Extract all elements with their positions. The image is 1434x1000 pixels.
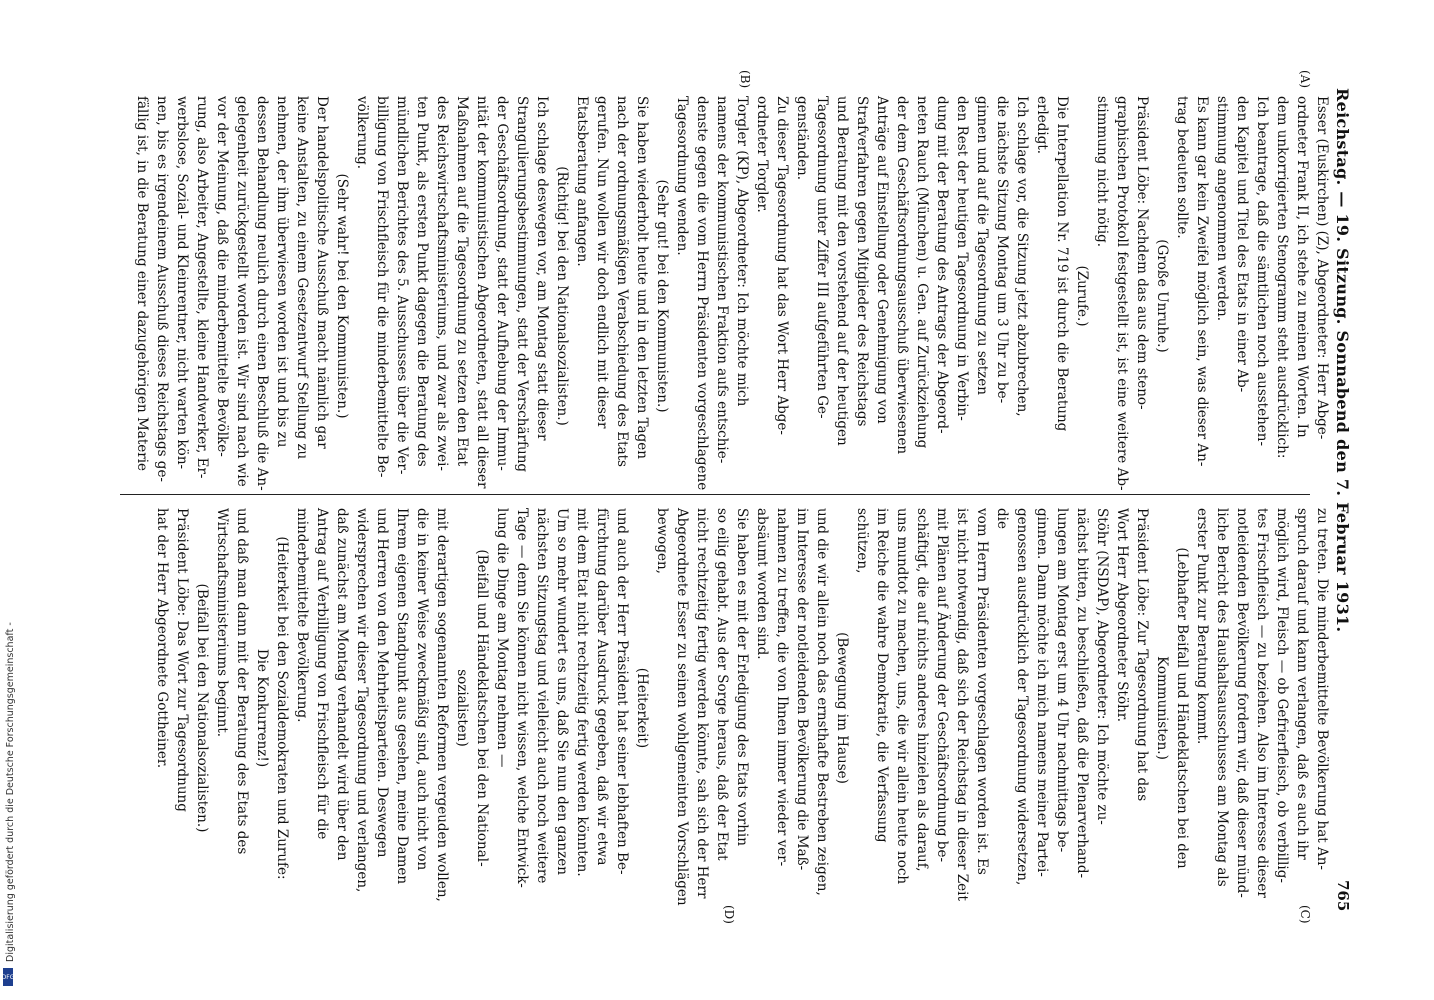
text-line: so eilig gehabt. Aus der Sorge heraus, daß der Etat [714,508,730,861]
text-line: neten Rauch (München) u. Gen. auf Zurückziehung [914,96,930,449]
digitization-note: Digitalisierung gefördert durch die Deutsche Forschungsgemeinschaft - [5,622,16,962]
text-line: Maßnahmen auf die Tagesordnung zu setzen den Etat [454,96,470,467]
text-line: nehmen, der ihm überwiesen worden ist und bis zu [274,96,290,448]
text-line: minderbemittelte Bevölkerung. [294,508,310,723]
text-line: der dem Geschäftsordnungsausschuß überwiesenen [894,96,910,455]
text-line: zu treten. Die minderbemittelte Bevölkerung hat An- [1314,508,1330,870]
text-line: (Beifall bei den Nationalsozialisten.) [194,583,210,833]
text-line: (Bewegung im Hause) [834,632,850,784]
text-line: mit dem Etat nicht rechtzeitig fertig werden könnten. [574,508,590,877]
text-line: notleidenden Bevölkerung fordern wir, daß dieser münd- [1234,508,1250,898]
text-line: schäftigt, die auf nichts anderes hinzielen als darauf, [914,508,930,872]
text-line: genossen ausdrücklich der Tagesordnung widersetzen, die [994,508,1030,886]
text-line: nach der ordnungsmäßigen Verabschiedung des Etats [614,96,630,467]
text-line: Ich beantrage, daß die sämtlichen noch ausstehen- [1254,96,1270,447]
text-line: Stöhr (NSDAP), Abgeordneter: Ich möchte zu- [1094,508,1110,825]
text-line: Sie haben wiederholt heute und in den letzten Tagen [634,96,650,459]
text-line: nen, bis es irgendeinem Ausschuß dieses Reichstags ge- [154,96,170,482]
page-header: Reichstag. — 19. Sitzung. Sonnabend den 7. Februar 1931. [1333,88,1352,633]
text-line: dessen Behandlung neulich durch einen Beschluß die An- [254,96,270,491]
page-number: 765 [1334,880,1352,912]
text-line: bewogen, [654,508,670,574]
text-line: Ich schlage deswegen vor, am Montag statt dieser [534,96,550,441]
text-line: ordneter Torgler. [754,96,770,213]
text-line: hat der Herr Abgeordnete Gottheiner. [154,508,170,769]
text-line: und daß man dann mit der Beratung des Etats des [234,508,250,855]
text-line: ginnen. Dann möchte ich mich namens meiner Partei- [1034,508,1050,877]
text-line: im Interesse der notleidenden Bevölkerung die Maß- [794,508,810,871]
text-line: Der handelspolitische Ausschuß macht nämlich gar [314,96,330,449]
text-line: im Reiche die wahre Demokratie, die Verfassung [874,508,890,843]
text-line: (Richtig! bei den Nationalsozialisten.) [554,166,570,426]
text-line: Esser (Euskirchen) (Z), Abgeordneter: Herr Abge- [1314,96,1330,440]
text-line: fällig ist, in die Beratung einer dazugehörigen Materie [134,96,150,472]
text-line: werbslose, Sozial- und Kleinrentner, nicht warten kön- [174,96,190,470]
text-line: nität der kommunistischen Abgeordneten, statt all dieser [474,96,490,489]
text-line: und die wir allein noch das ernsthafte Bestreben zeigen, [814,508,830,896]
text-line: Etatsberatung anfangen. [574,96,590,267]
text-line: gerufen. Nun wollen wir doch endlich mit dieser [594,96,610,429]
text-line: lung die Dinge am Montag nehmen — [494,508,510,768]
text-line: Abgeordnete Esser zu seinen wohlgemeinten Vorschlägen [674,508,690,906]
text-line: keine Anstalten, zu einem Gesetzentwurf Stellung zu [294,96,310,460]
text-line: genständen. [794,96,810,181]
text-line: Die Interpellation Nr. 719 ist durch die Beratung [1054,96,1070,432]
text-line: Tage — denn Sie können nicht wissen, welche Entwick- [514,508,530,888]
text-line: mit Plänen auf Änderung der Geschäftsordnung be- [934,508,950,862]
text-line: mit derartigen sogenannten Reformen vergeuden wollen, [434,508,450,902]
text-line: (Sehr gut! bei den Kommunisten.) [654,179,670,413]
text-line: Präsident Löbe: Zur Tagesordnung hat das [1134,508,1150,802]
text-line: ist nicht notwendig, daß sich der Reichstag in dieser Zeit [954,508,970,901]
text-line: stimmung angenommen werden. [1214,96,1230,321]
text-line: vom Herrn Präsidenten vorgeschlagen worden ist. Es [974,508,990,875]
text-line: billigung von Frischfleisch für die minderbemittelte Be- [374,96,390,478]
text-line: Präsident Löbe: Nachdem das aus dem steno- [1134,96,1150,410]
text-line: lungen am Montag erst um 4 Uhr nachmittags be- [1054,508,1070,853]
text-line: (Zurufe.) [1074,265,1090,327]
text-line: dung mit der Beratung des Antrags der Abgeord- [934,96,950,434]
text-line: denste gegen die vom Herrn Präsidenten vorgeschlagene [694,96,710,491]
text-line: gelegenheit zurückgestellt worden ist. Wir sind nach wie [234,96,250,487]
text-line: daß zunächst am Montag verhandelt wird über den [334,508,350,861]
text-line: (Lebhafter Beifall und Händeklatschen bei den [1174,547,1190,869]
text-line: Tagesordnung wenden. [674,96,690,256]
dfg-logo: DFG [3,968,13,986]
text-line: Sie haben es mit der Erledigung des Etats vorhin [734,508,750,846]
text-line: Präsident Löbe: Das Wort zur Tagesordnung [174,508,190,812]
text-line: trag bedeuten sollte. [1174,96,1190,239]
text-line: (Beifall und Händeklatschen bei den National- [474,549,490,867]
text-line: schützen, [854,508,870,574]
text-line: nicht rechtzeitig fertig werden könnte, sah sich der Herr [694,508,710,899]
text-line: Strangulierungsbestimmungen, statt der Verschärfung [514,96,530,473]
text-line: Strafverfahren gegen Mitglieder des Reichstags [854,96,870,427]
text-line: ordneter Frank II, ich stehe zu meinen Worten. In [1294,96,1310,438]
margin-mark-c: (C) [1298,905,1312,924]
text-line: Tagesordnung unter Ziffer III aufgeführten Ge- [814,96,830,419]
text-line: die nächste Sitzung Montag um 3 Uhr zu be- [994,96,1010,404]
text-line: die in keiner Weise zweckmäßig sind, auch nicht von [414,508,430,871]
text-line: Wirtschaftsministeriums beginnt. [214,508,230,738]
text-line: Ihrem eigenen Standpunkt aus gesehen, meine Damen [394,508,410,885]
text-line: widersprechen wir dieser Tagesordnung und verlangen, [354,508,370,893]
text-line: (Große Unruhe.) [1154,239,1170,353]
text-line: uns mundtot zu machen, uns, die wir allein heute noch [894,508,910,885]
text-line: des Reichswirtschaftsministeriums, und zwar als zwei- [434,96,450,471]
text-line: (Sehr wahr! bei den Kommunisten.) [334,173,350,419]
text-line: und auch der Herr Präsident hat seiner lebhaften Be- [614,508,630,875]
text-line: absäumt worden sind. [754,508,770,660]
text-line: möglich wird, Fleisch — ob Gefrierfleisch, ob verbillig- [1274,508,1290,883]
text-line: vor der Meinung, daß die minderbemittelte Bevölke- [214,96,230,457]
text-line: ten Punkt, als ersten Punkt dagegen die Beratung des [414,96,430,467]
text-line: mündlichen Berichtes des 5. Ausschusses über die Ver- [394,96,410,475]
text-line: spruch darauf und kann verlangen, daß es auch ihr [1294,508,1310,860]
text-line: Antrag auf Verbilligung von Frischfleisch für die [314,508,330,840]
margin-mark-d: (D) [722,905,736,924]
text-line: und Herren von den Mehrheitsparteien. Deswegen [374,508,390,858]
text-line: Kommunisten.) [1154,656,1170,760]
text-line: erster Punkt zur Beratung kommt. [1194,508,1210,745]
margin-mark-b: (B) [738,70,752,89]
text-line: nächst bitten, zu beschließen, daß die Plenarverhand- [1074,508,1090,879]
margin-mark-a: (A) [1298,70,1312,89]
text-line: Um so mehr wundert es uns, daß Sie nun den ganzen [554,508,570,875]
text-line: den Rest der heutigen Tagesordnung in Verbin- [954,96,970,421]
text-line: (Heiterkeit bei den Sozialdemokraten und Zurufe: [274,536,290,880]
text-line: Wort Herr Abgeordneter Stöhr. [1114,508,1130,723]
text-line: erledigt. [1034,96,1050,155]
left-column [132,96,1332,496]
text-line: nahmen zu treffen, die von Ihnen immer wieder ver- [774,508,790,867]
text-line: dem unkorrigierten Stenogramm steht ausdrücklich: [1274,96,1290,459]
text-line: fürchtung darüber Ausdruck gegeben, daß wir etwa [594,508,610,866]
text-line: Torgler (KP), Abgeordneter: Ich möchte mich [734,96,750,407]
text-line: der Geschäftsordnung, statt der Aufhebung der Immu- [494,96,510,471]
text-line: Anträge auf Einstellung oder Genehmigung von [874,96,890,424]
text-line: namens der kommunistischen Fraktion aufs entschie- [714,96,730,464]
text-line: ginnen und auf die Tagesordnung zu setzen [974,96,990,395]
text-line: graphischen Protokoll festgestellt ist, ist eine weitere Ab- [1114,96,1130,491]
text-line: und Beratung mit den vorstehend auf der heutigen [834,96,850,446]
text-line: Ich schlage vor, die Sitzung jetzt abzubrechen, [1014,96,1030,417]
text-line: Zu dieser Tagesordnung hat das Wort Herr Abge- [774,96,790,435]
text-line: (Heiterkeit) [634,667,650,749]
text-line: Die Konkurrenz!) [254,648,270,768]
text-line: Es kann gar kein Zweifel möglich sein, was dieser An- [1194,96,1210,467]
text-line: den Kapitel und Titel des Etats in einer Ab- [1234,96,1250,393]
text-line: tes Frischfleisch — zu beziehen. Also im Interesse dieser [1254,508,1270,898]
right-column [152,508,1332,908]
text-line: sozialisten) [454,669,470,747]
text-line: nächsten Sitzungstag und vielleicht auch noch weitere [534,508,550,884]
text-line: liche Bericht des Haushaltsausschusses am Montag als [1214,508,1230,887]
text-line: stimmung nicht nötig. [1094,96,1110,248]
text-line: völkerung. [354,96,370,170]
text-line: rung, also Arbeiter, Angestellte, kleine Handwerker, Er- [194,96,210,479]
